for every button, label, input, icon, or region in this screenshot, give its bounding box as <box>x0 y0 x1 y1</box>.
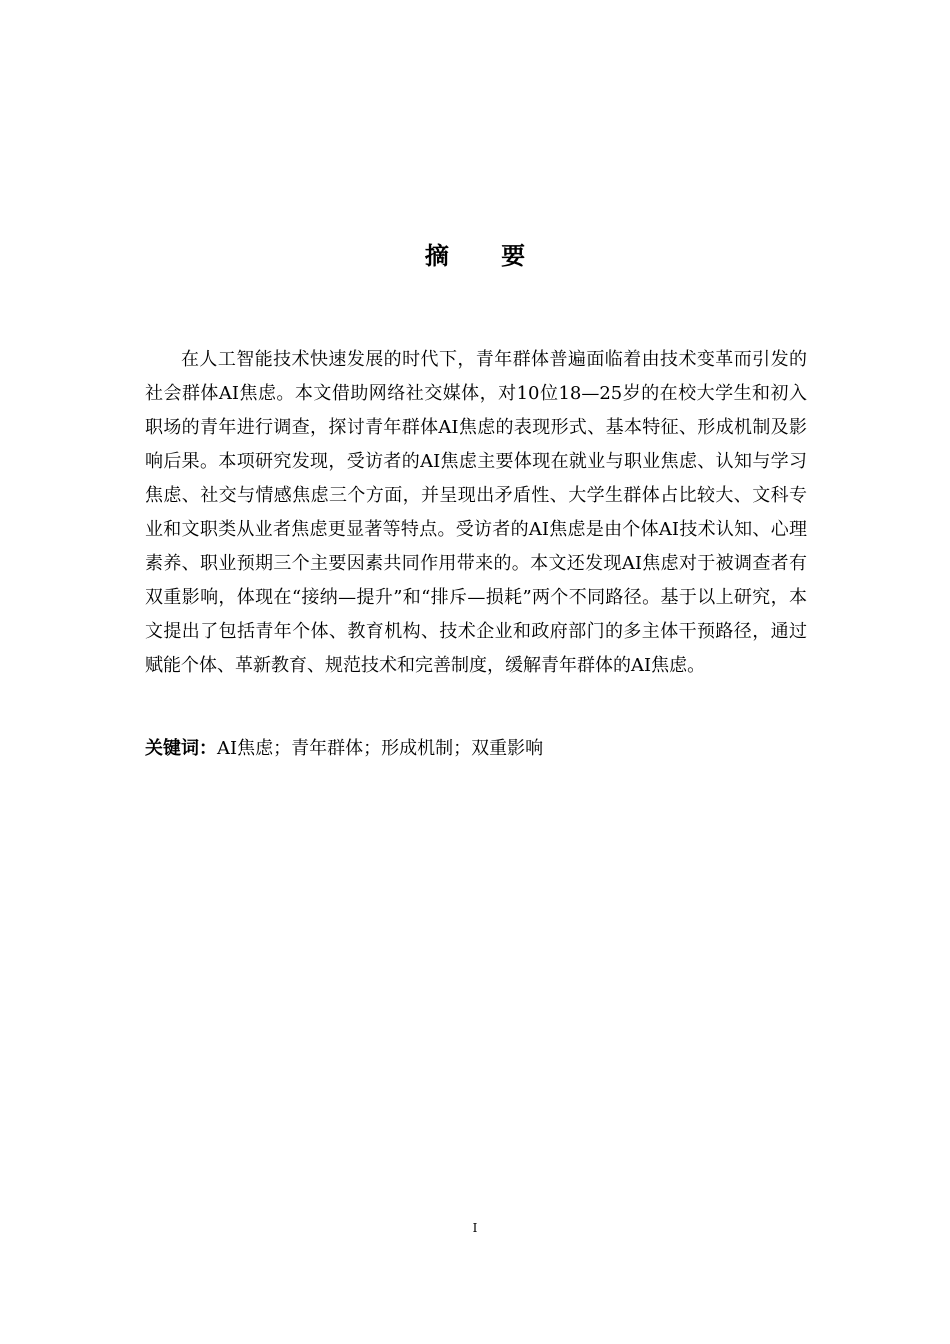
page-title: 摘 要 <box>424 242 548 270</box>
keywords-text: AI焦虑；青年群体；形成机制；双重影响 <box>217 738 544 759</box>
page-number: I <box>472 1221 478 1235</box>
abstract-paragraph: 在人工智能技术快速发展的时代下，青年群体普遍面临着由技术变革而引发的社会群体AI焦虑。本文借助网络社交媒体，对10位18—25岁的在校大学生和初入职场的青年进行调查，探讨青年群体AI焦虑的表现形式、基本特征、形成机制及影响后果。本项研究发现，受访者的AI焦虑主要体现在就业与职业焦虑、认知与学习焦虑、社交与情感焦虑三个方面，并呈现出矛盾性、大学生群体占比较大、文科专业和文职类从业者焦虑更显著等特点。受访者的AI焦虑是由个体AI技术认知、心理素养、职业预期三个主要因素共同作用带来的。本文还发现AI焦虑对于被调查者有双重影响，体现在“接纳—提升”和“排斥—损耗”两个不同路径。基于以上研究，本文提出了包括青年个体、教育机构、技术企业和政府部门的多主体干预路径，通过赋能个体、革新教育、规范技术和完善制度，缓解青年群体的AI焦虑。 <box>145 349 807 676</box>
keywords-line <box>145 732 807 766</box>
keywords-label: 关键词： <box>145 738 217 759</box>
